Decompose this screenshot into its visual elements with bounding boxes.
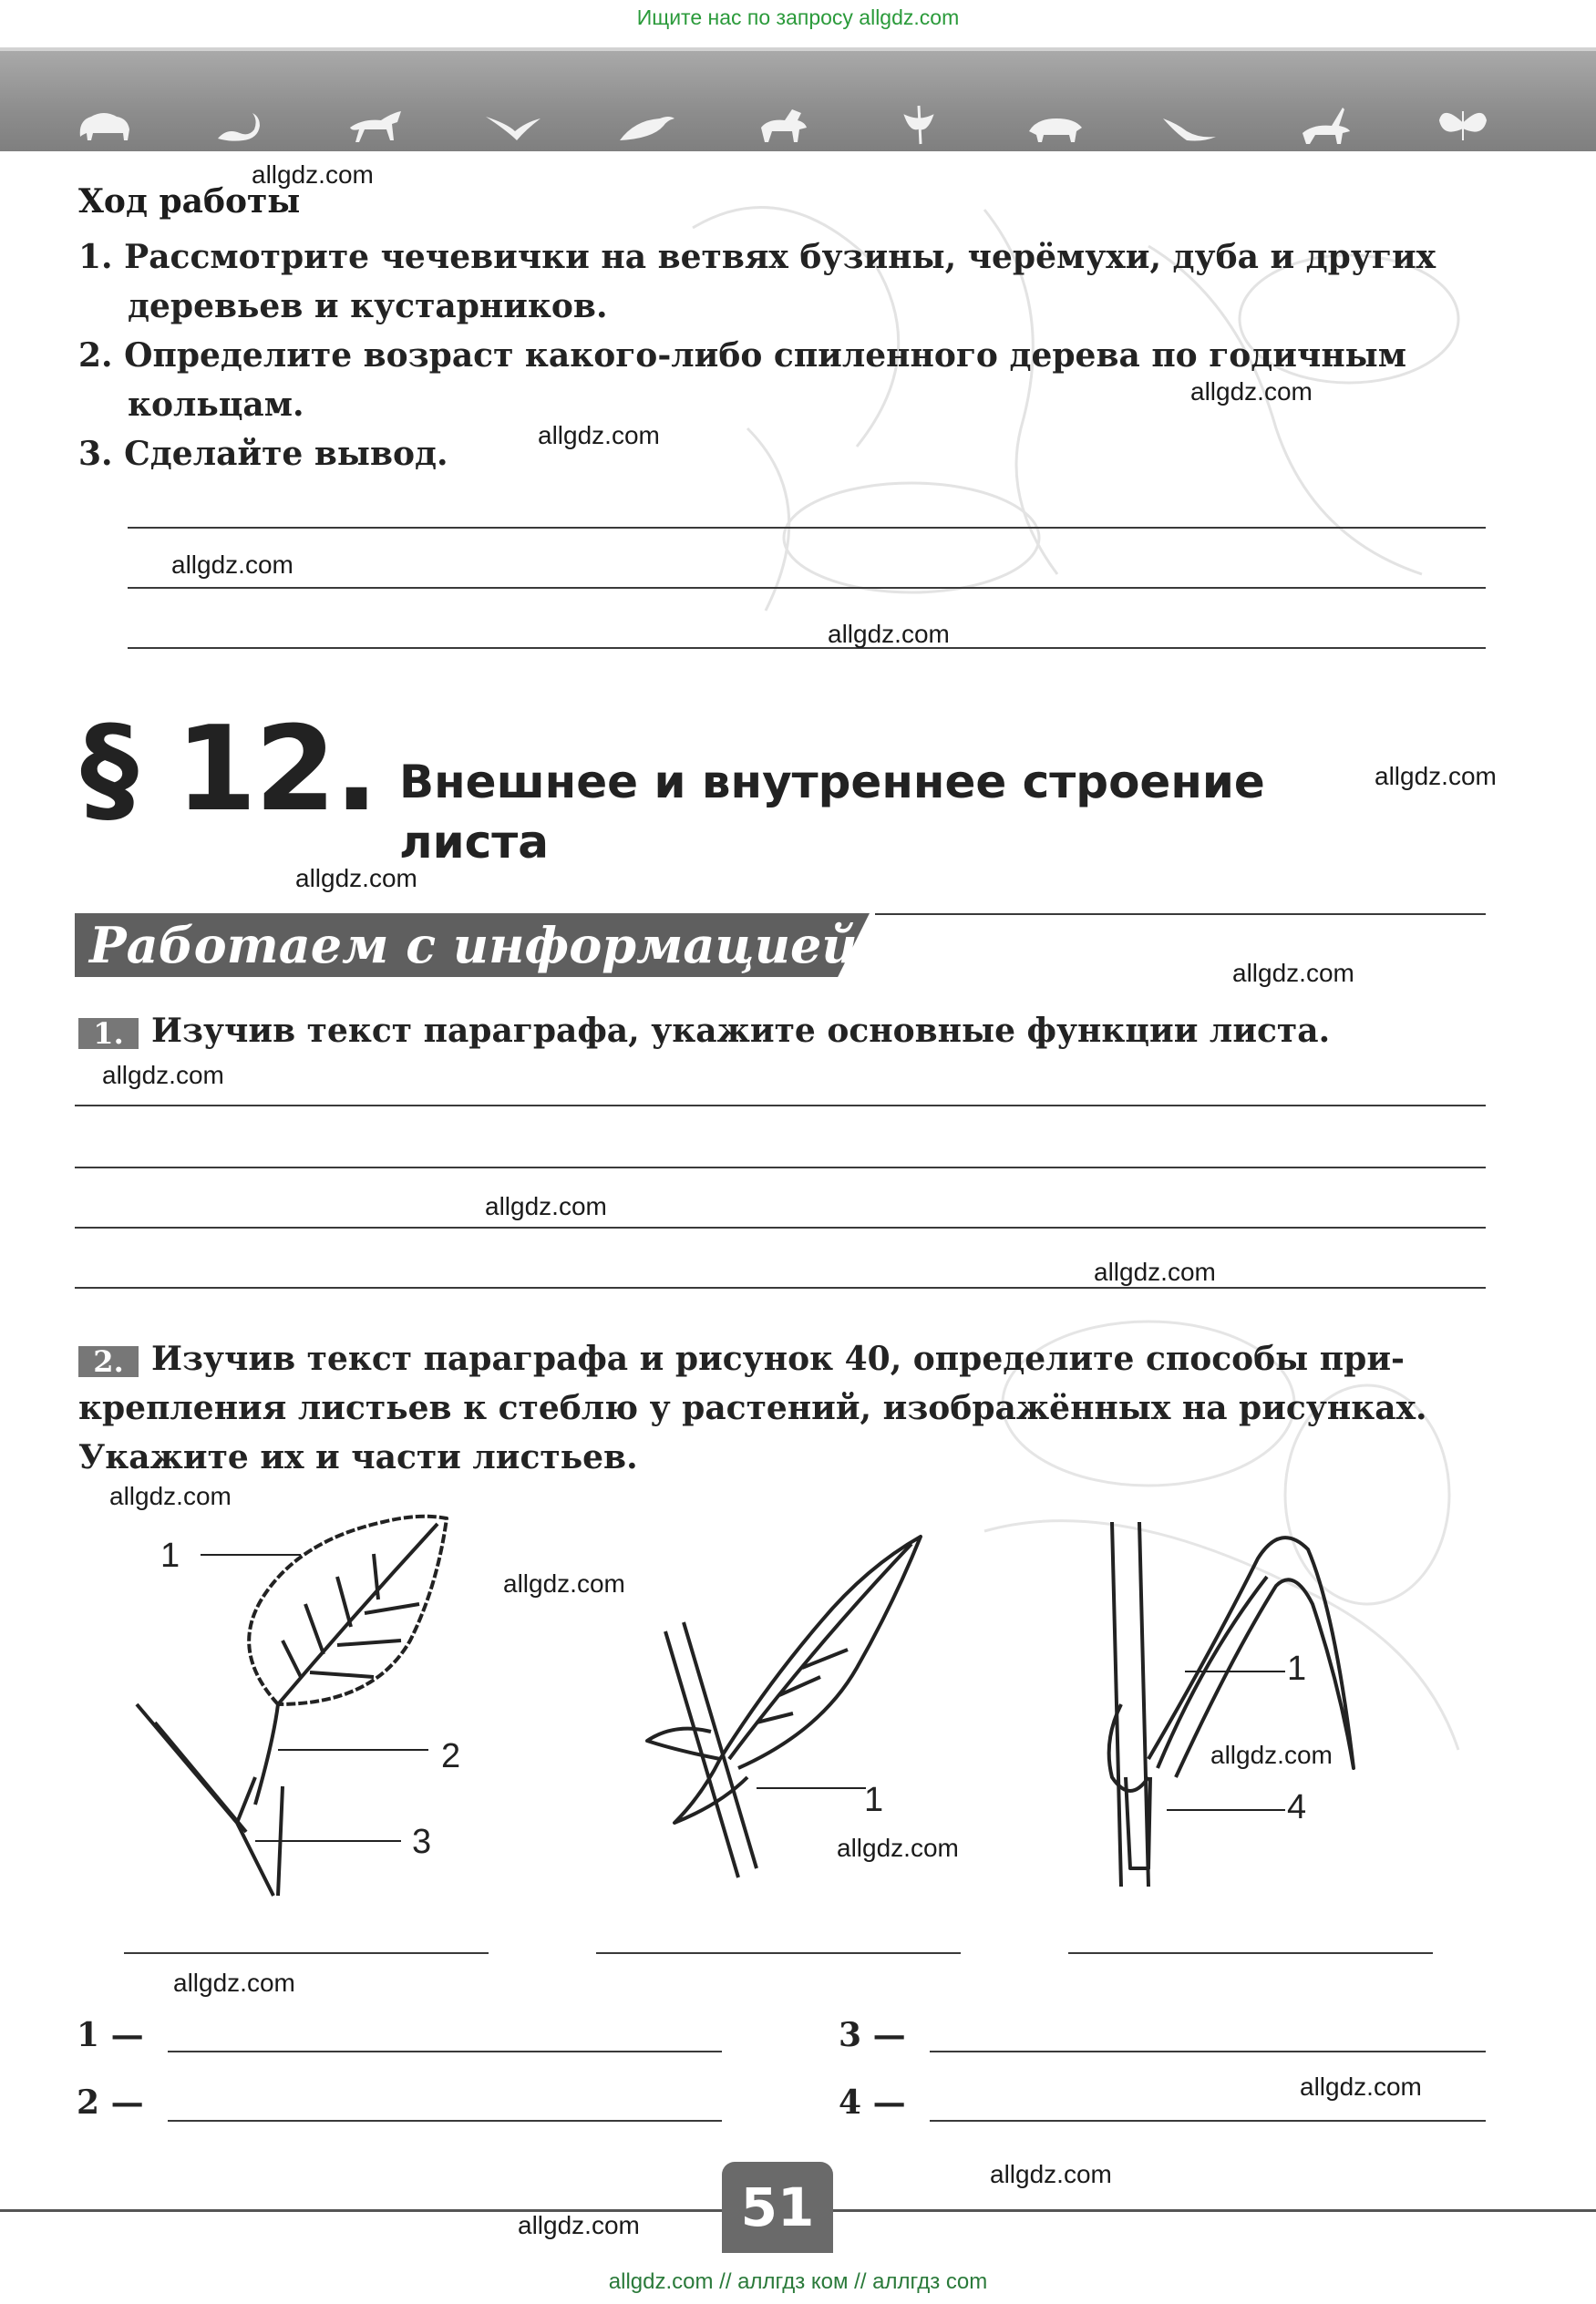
divider-line (875, 913, 1486, 915)
antelope-icon (1295, 100, 1359, 149)
watermark: allgdz.com (485, 1192, 607, 1220)
work-step-1-cont: деревьев и кустарников. (128, 287, 608, 325)
bison-icon (73, 100, 137, 149)
step-number: 1. (78, 238, 113, 276)
answer-line[interactable] (128, 647, 1486, 649)
step-number: 3. (78, 435, 113, 473)
answer-label-3: 3 — (839, 2016, 906, 2054)
moose-icon (752, 100, 816, 149)
answer-label-4: 4 — (839, 2083, 906, 2122)
background-illustration-top (638, 155, 1550, 665)
watermark: allgdz.com (503, 1569, 625, 1598)
answer-line[interactable] (75, 1287, 1486, 1289)
answer-line[interactable] (128, 587, 1486, 589)
bottom-note: allgdz.com // аллгдз ком // аллгдз com (608, 2269, 988, 2294)
task-2-line-1: Изучив текст параграфа и рисунок 40, определите способы при- (151, 1340, 1405, 1378)
animal-silhouettes (73, 91, 1495, 149)
step-text-line: Рассмотрите чечевички на ветвях бузины, черёмухи, дуба и других (124, 238, 1436, 276)
step-number: 2. (78, 336, 113, 375)
paragraph-title-line-1: Внешнее и внутреннее строение (399, 756, 1265, 808)
bird-icon (480, 100, 544, 149)
task-1 (78, 1006, 1500, 1055)
answer-line[interactable] (75, 1227, 1486, 1229)
watermark: allgdz.com (518, 2211, 640, 2239)
figure-2-label-1: 1 (864, 1781, 884, 1819)
insect-icon (888, 100, 952, 149)
watermark: allgdz.com (173, 1969, 295, 1997)
work-step-3 (78, 430, 448, 478)
figure-3-label-4: 4 (1287, 1788, 1307, 1826)
figure-3-label-1: 1 (1287, 1650, 1307, 1688)
section-title: Работаем с информацией (89, 916, 858, 974)
work-step-1 (78, 233, 1491, 281)
figure-3-answer-line[interactable] (1068, 1952, 1433, 1954)
figure-1-label-1: 1 (160, 1537, 180, 1575)
work-heading: Ход работы (78, 182, 301, 221)
watermark: allgdz.com (1375, 762, 1497, 790)
answer-label-2: 2 — (77, 2083, 144, 2122)
step-text-line: Определите возраст какого-либо спиленного дерева по годичным (124, 336, 1407, 375)
answer-line[interactable] (128, 527, 1486, 529)
watermark: allgdz.com (295, 864, 417, 892)
task-2-line-3: Укажите их и части листьев. (78, 1438, 638, 1476)
task-2 (78, 1334, 1500, 1383)
answer-line-2[interactable] (168, 2120, 722, 2122)
task-2-badge: 2. (78, 1346, 139, 1377)
figure-1-answer-line[interactable] (124, 1952, 489, 1954)
scorpion-icon (209, 100, 273, 149)
paragraph-title-line-2: листа (399, 816, 550, 869)
watermark: allgdz.com (1300, 2073, 1422, 2101)
task-2-line-2: крепления листьев к стеблю у растений, изображённых на рисунках. (78, 1389, 1427, 1427)
butterfly-icon (1431, 100, 1495, 149)
watermark: allgdz.com (1210, 1741, 1333, 1769)
task-1-badge: 1. (78, 1018, 139, 1049)
watermark: allgdz.com (102, 1061, 224, 1089)
work-step-2-cont: кольцам. (128, 386, 304, 424)
task-1-text: Изучив текст параграфа, укажите основные функции листа. (151, 1012, 1331, 1050)
watermark: allgdz.com (837, 1834, 959, 1862)
watermark: allgdz.com (1190, 377, 1313, 406)
answer-label-1: 1 — (77, 2016, 144, 2054)
lizard-icon (1159, 100, 1223, 149)
watermark: allgdz.com (1094, 1258, 1216, 1286)
answer-line-1[interactable] (168, 2051, 722, 2052)
answer-line[interactable] (75, 1167, 1486, 1168)
watermark: allgdz.com (538, 421, 660, 449)
watermark: allgdz.com (1232, 959, 1354, 987)
answer-line-3[interactable] (930, 2051, 1486, 2052)
watermark: allgdz.com (171, 550, 293, 579)
figure-sheathing-leaf (1076, 1504, 1458, 1905)
paragraph-number: § 12. (80, 702, 377, 838)
top-note: Ищите нас по запросу allgdz.com (636, 5, 960, 29)
answer-line-4[interactable] (930, 2120, 1486, 2122)
watermark: allgdz.com (828, 620, 950, 648)
page-number: 51 (722, 2162, 833, 2253)
figure-2-answer-line[interactable] (596, 1952, 961, 1954)
step-text-line: Сделайте вывод. (124, 435, 448, 473)
figure-1-label-2: 2 (441, 1737, 461, 1775)
figure-1-label-3: 3 (412, 1823, 432, 1861)
watermark: allgdz.com (252, 160, 374, 189)
answer-line[interactable] (75, 1105, 1486, 1106)
dolphin-icon (616, 100, 680, 149)
work-step-2 (78, 332, 1491, 379)
boar-icon (1024, 100, 1087, 149)
watermark: allgdz.com (990, 2160, 1112, 2188)
watermark: allgdz.com (109, 1482, 232, 1510)
horse-icon (345, 100, 408, 149)
